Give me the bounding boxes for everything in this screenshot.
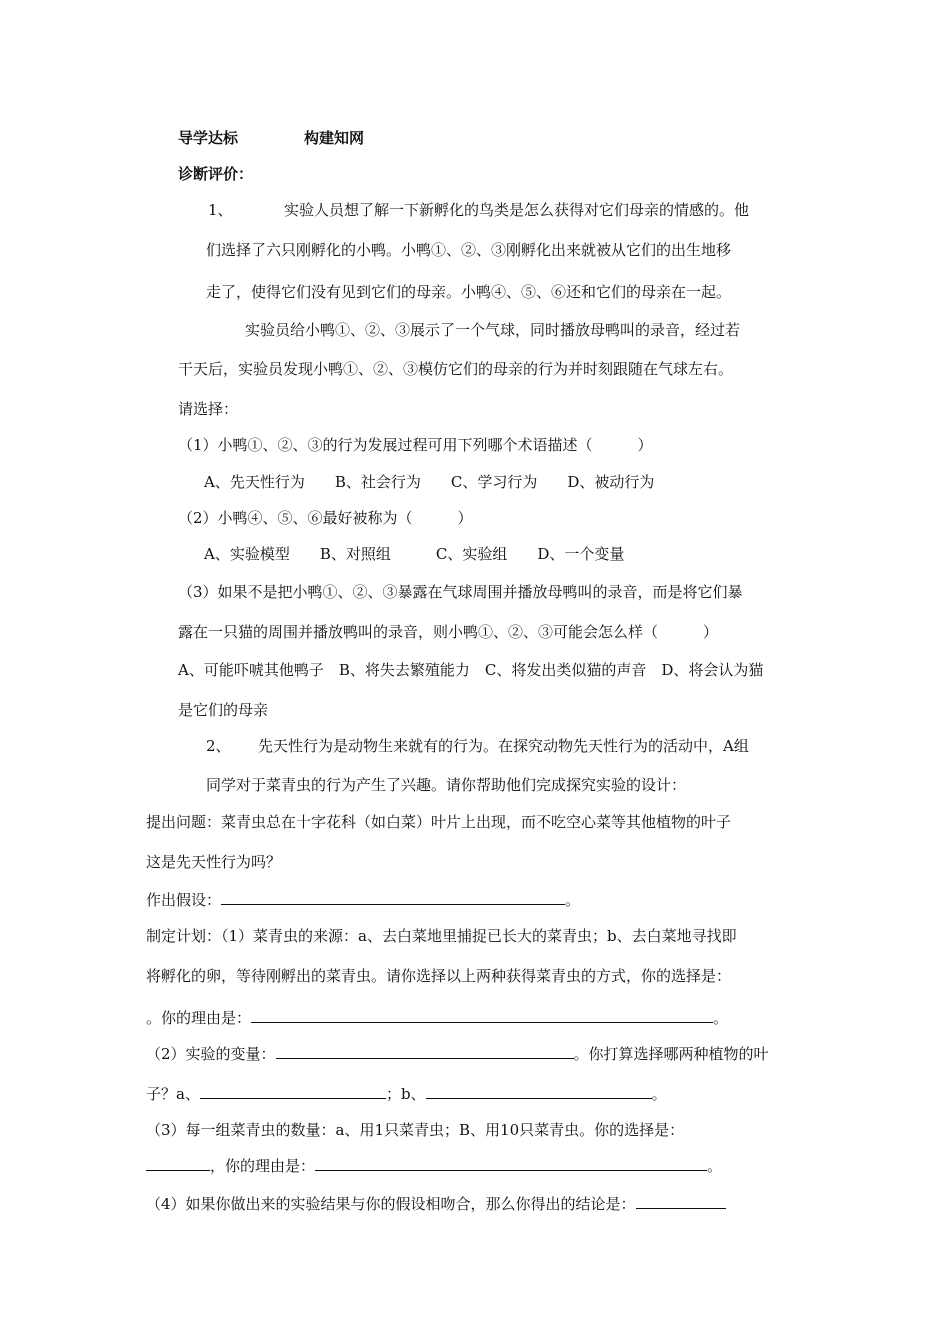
q1-sub3-line2: 露在一只猫的周围并播放鸭叫的录音，则小鸭①、②、③可能会怎么样（ ） [178,623,719,641]
plan-reason-blank[interactable] [251,1008,713,1023]
plan-line1: 制定计划：（1）菜青虫的来源：a、去白菜地里捕捉已长大的菜青虫；b、去白菜地寻找即 [146,927,737,945]
variable-blank[interactable] [276,1044,574,1059]
header-left: 导学达标 [178,129,239,147]
variable-after: 。你打算选择哪两种植物的叶 [573,1045,769,1063]
q1-sub3-options: A、可能吓唬其他鸭子 B、将失去繁殖能力 C、将发出类似猫的声音 D、将会认为猫 [178,661,764,679]
q1-line4: 实验员给小鸭①、②、③展示了一个气球，同时播放母鸭叫的录音，经过若 [245,321,741,339]
plan-reason-label: 。你的理由是： [146,1009,252,1027]
number-reason-blank[interactable] [315,1156,707,1171]
leaf-a-blank[interactable] [200,1084,386,1099]
q1-sub1-options: A、先天性行为 B、社会行为 C、学习行为 D、被动行为 [204,473,655,491]
q1-sub3-line1: （3）如果不是把小鸭①、②、③暴露在气球周围并播放母鸭叫的录音，而是将它们暴 [178,583,743,601]
q1-sub1: （1）小鸭①、②、③的行为发展过程可用下列哪个术语描述（ ） [178,436,653,454]
hypothesis-blank[interactable] [221,890,565,905]
q1-line3: 走了，使得它们没有见到它们的母亲。小鸭④、⑤、⑥还和它们的母亲在一起。 [206,283,732,301]
q2-problem-line1: 提出问题：菜青虫总在十字花科（如白菜）叶片上出现，而不吃空心菜等其他植物的叶子 [146,813,732,831]
leaf-a-label: 子？a、 [146,1085,200,1103]
conclusion-blank[interactable] [636,1194,726,1209]
plan-reason-period: 。 [713,1009,729,1027]
q2-problem-line2: 这是先天性行为吗？ [146,853,282,871]
q1-line2: 们选择了六只刚孵化的小鸭。小鸭①、②、③刚孵化出来就被从它们的出生地移 [206,241,732,259]
q1-line5: 干天后，实验员发现小鸭①、②、③模仿它们的母亲的行为并时刻跟随在气球左右。 [178,360,734,378]
leaf-b-blank[interactable] [426,1084,652,1099]
leaf-line [146,1084,667,1104]
q2-intro: 先天性行为是动物生来就有的行为。在探究动物先天性行为的活动中，A组 [258,737,749,755]
q1-sub3-options-cont: 是它们的母亲 [178,701,269,719]
variable-line [146,1044,769,1064]
number-line: （3）每一组菜青虫的数量：a、用1只菜青虫；B、用10只菜青虫。你的选择是： [146,1121,685,1139]
hypothesis-period: 。 [565,891,581,909]
q2-line2: 同学对于菜青虫的行为产生了兴趣。请你帮助他们完成探究实验的设计： [206,776,687,794]
number-choice-blank[interactable] [146,1156,210,1171]
q1-prompt: 请选择： [178,400,239,418]
hypothesis-line [146,890,580,910]
q1-number: 1、 [208,201,233,219]
section-title: 诊断评价： [178,165,254,183]
q1-sub2: （2）小鸭④、⑤、⑥最好被称为（ ） [178,509,473,527]
q2-number: 2、 [206,737,231,755]
q1-intro: 实验人员想了解一下新孵化的鸟类是怎么获得对它们母亲的情感的。他 [284,201,750,219]
number-reason-line [146,1156,722,1176]
plan-line2: 将孵化的卵，等待刚孵出的菜青虫。请你选择以上两种获得菜青虫的方式，你的选择是： [146,967,732,985]
leaf-period: 。 [651,1085,667,1103]
variable-label: （2）实验的变量： [146,1045,276,1063]
leaf-b-label: ；b、 [385,1085,426,1103]
header-right: 构建知网 [304,129,365,147]
q1-sub2-options: A、实验模型 B、对照组 C、实验组 D、一个变量 [204,545,625,563]
number-reason-label: ，你的理由是： [210,1157,316,1175]
conclusion-label: （4）如果你做出来的实验结果与你的假设相吻合，那么你得出的结论是： [146,1195,636,1213]
plan-reason-line [146,1008,728,1028]
hypothesis-label: 作出假设： [146,891,222,909]
number-reason-period: 。 [707,1157,723,1175]
conclusion-line [146,1194,726,1214]
